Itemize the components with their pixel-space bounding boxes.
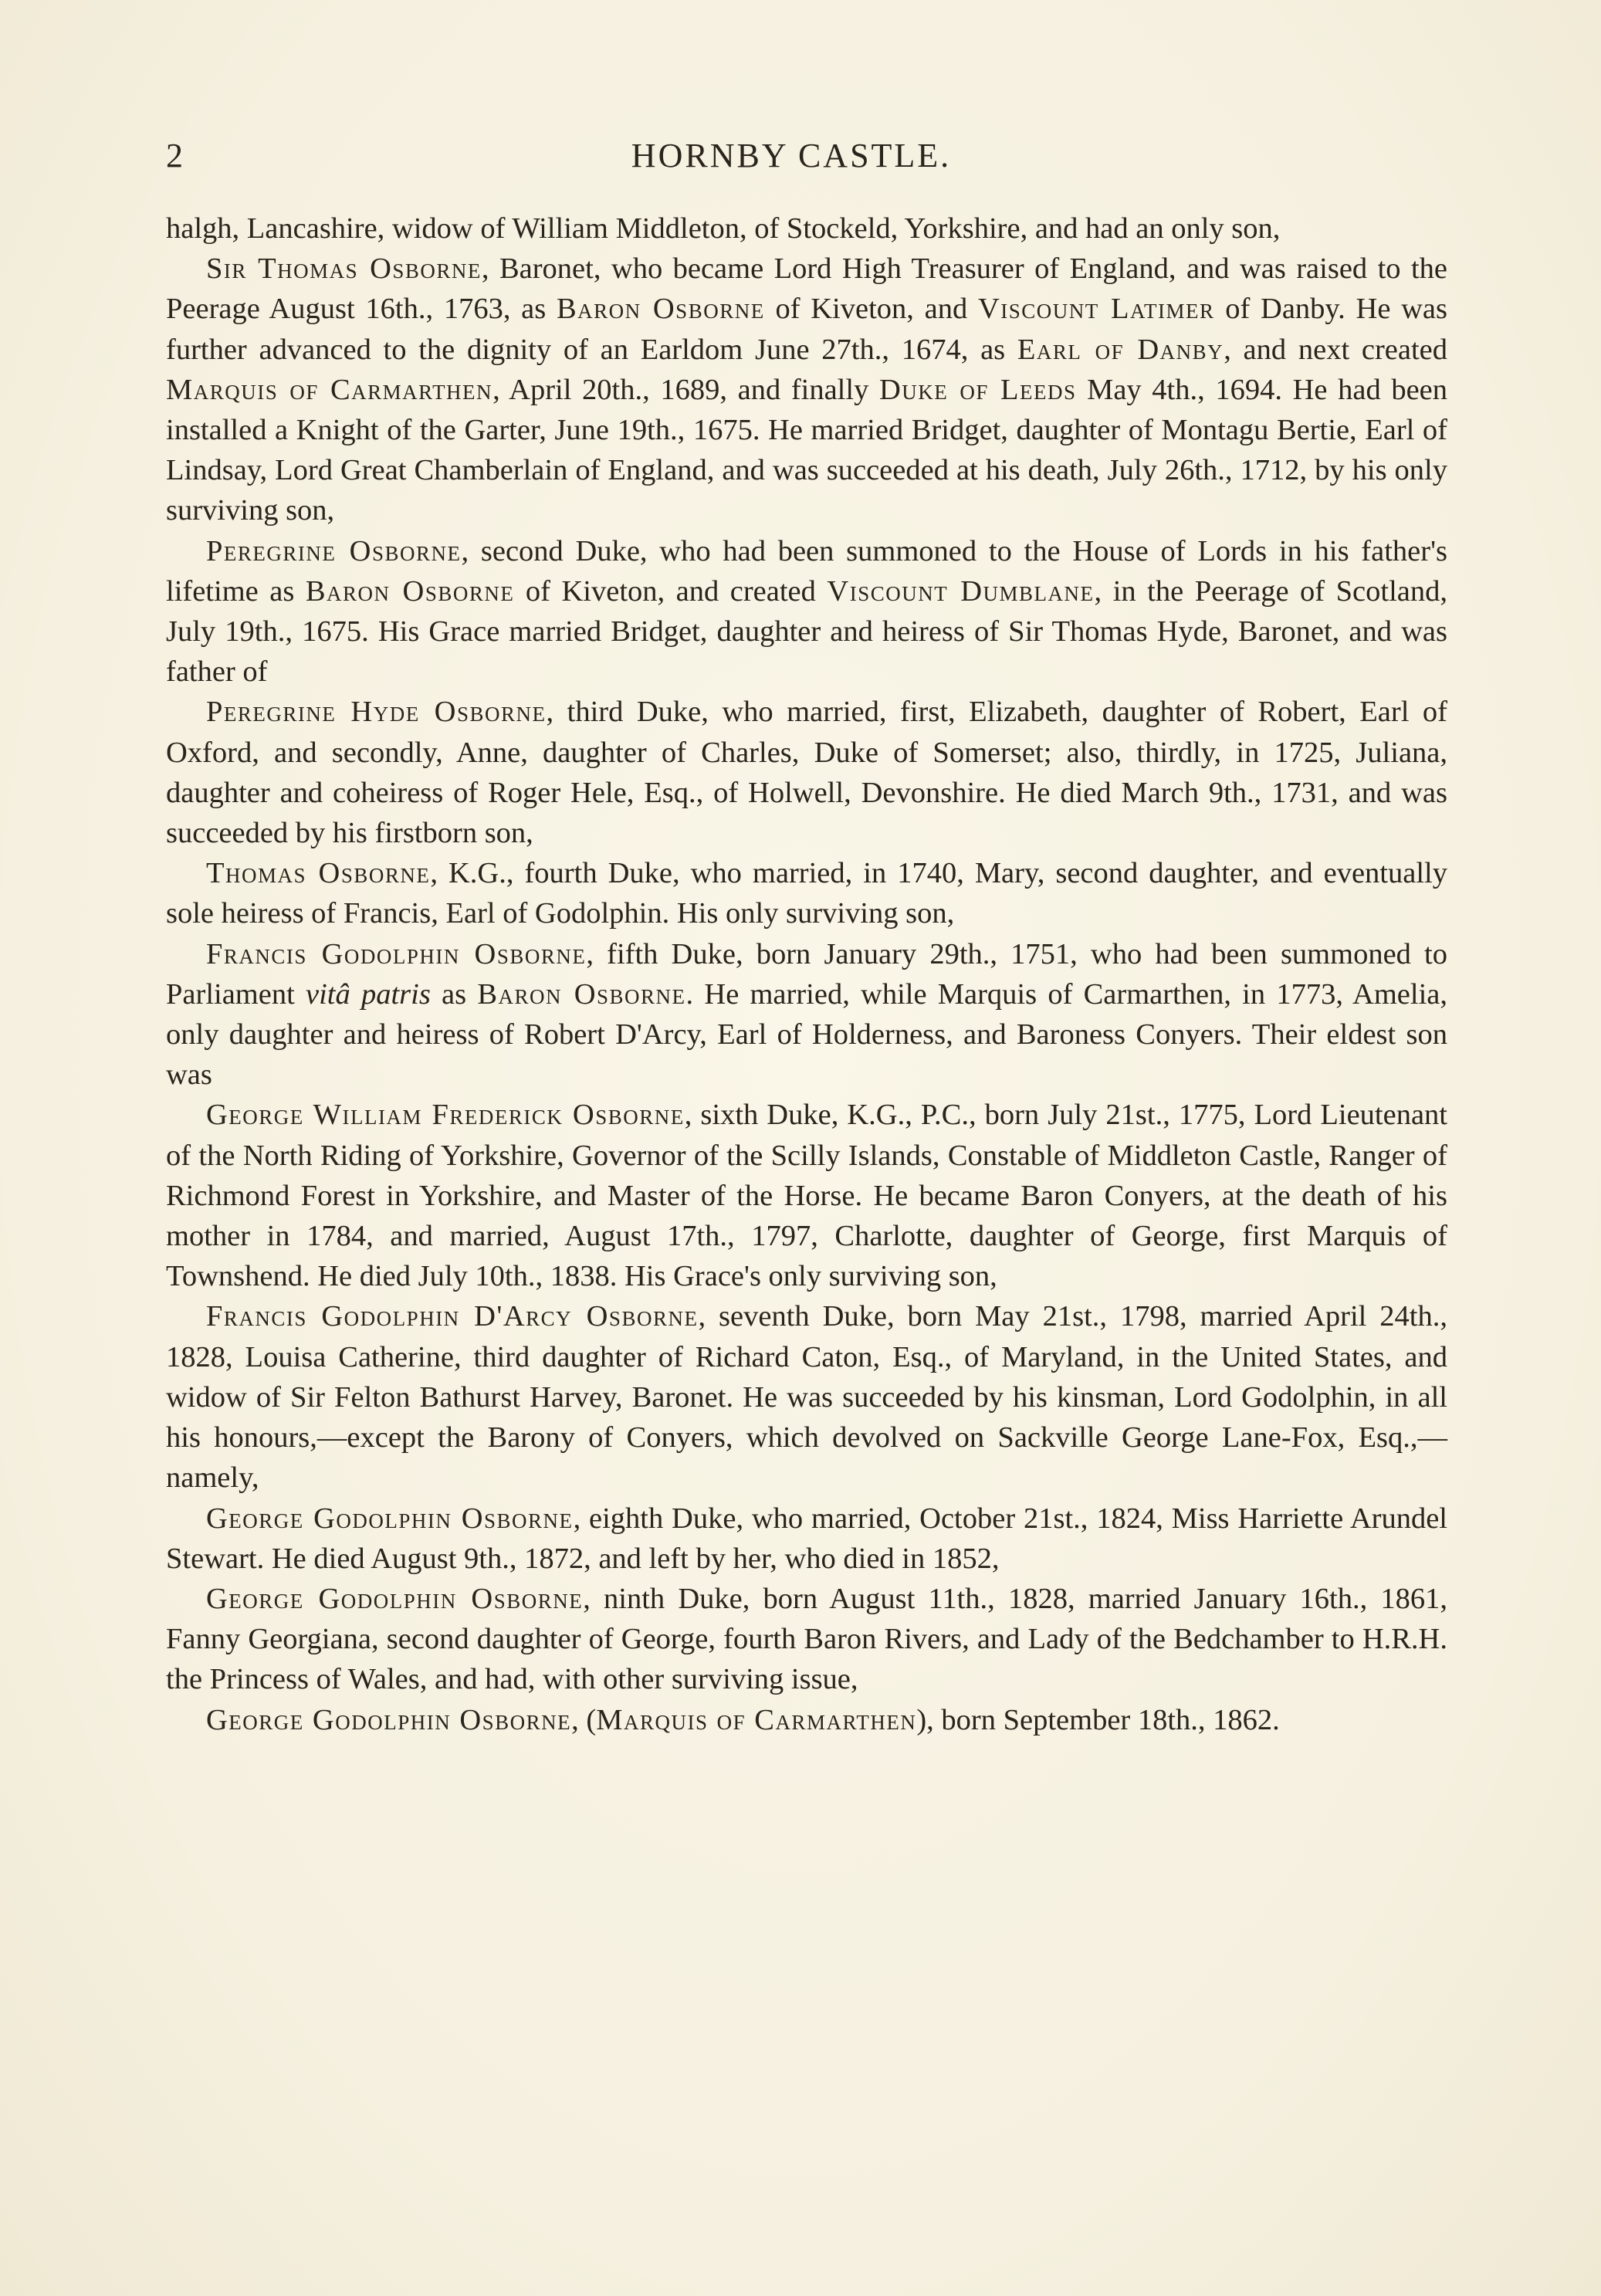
text-run: , ninth Duke, born August 11th., 1828, married January 16th., 1861, Fanny Georgiana, second daughter of George, fourth Baron Rivers, and Lady of the Bedchamber to H.R.H. the Princess of Wales, and had, with other surviving issue, [166,1582,1447,1696]
text-run: , and next created [1224,333,1447,366]
paragraph [166,1095,1447,1296]
name-small-caps: George Godolphin Osborne [206,1502,574,1535]
paragraph [166,934,1447,1096]
name-small-caps: Earl of Danby [1017,333,1224,366]
text-run: , K.G., fourth Duke, who married, in 1740, Mary, second daughter, and eventually sole heiress of Francis, Earl of Godolphin. His only surviving son, [166,857,1447,930]
text-run: , Baronet, who became Lord High Treasurer of England, and was raised to the Peerage August 16th., 1763, as [166,252,1447,326]
text-run: of Kiveton, and [764,293,978,326]
text-run: of Danby. He was further advanced to the dignity of an Earldom June 27th., 1674, as [166,293,1448,366]
name-small-caps: George Godolphin Osborne [206,1582,584,1615]
paragraph [166,208,1447,249]
text-run: , sixth Duke, K.G., P.C., born July 21st., 1775, Lord Lieutenant of the North Riding of Yorkshire, Governor of the Scilly Islands, Constable of Middleton Castle, Ranger of Richmond Forest in Yorkshire, and Master of the Horse. He became Baron Conyers, at the death of his mother in 1784, and married, August 17th., 1797, Charlotte, daughter of George, first Marquis of Townshend. He died July 10th., 1838. His Grace's only surviving son, [166,1099,1448,1293]
name-small-caps: Francis Godolphin D'Arcy Osborne [206,1300,699,1333]
page-number: 2 [166,137,184,174]
text-run: , second Duke, who had been summoned to the House of Lords in his father's lifetime as [166,534,1447,608]
text-run: , April 20th., 1689, and finally [492,373,879,406]
name-small-caps: Marquis of Carmarthen [166,373,493,406]
name-small-caps: Baron Osborne [556,293,765,326]
text-run: ), born September 18th., 1862. [916,1703,1280,1736]
name-small-caps: Baron Osborne [305,574,515,608]
name-small-caps: Peregrine Hyde Osborne [206,696,547,729]
body-text [166,208,1447,1740]
paragraph [166,1498,1447,1579]
paragraph [166,692,1447,853]
text-run: , fifth Duke, born January 29th., 1751, who had been summoned to Parliament [166,937,1447,1011]
paragraph [166,1700,1447,1740]
name-small-caps: Viscount Dumblane [827,574,1095,608]
running-head: HORNBY CASTLE. [631,137,952,174]
paragraph [166,531,1447,693]
page-header [166,136,1447,190]
paragraph [166,853,1447,933]
text-run: , eighth Duke, who married, October 21st., 1824, Miss Harriette Arundel Stewart. He died August 9th., 1872, and left by her, who died in 1852, [166,1502,1448,1575]
name-small-caps: Peregrine Osborne [206,534,462,567]
name-small-caps: Marquis of Carmarthen [596,1703,917,1736]
paragraph [166,249,1447,530]
text-run: halgh, Lancashire, widow of William Middleton, of Stockeld, Yorkshire, and had an only son, [166,212,1281,245]
paragraph [166,1296,1447,1498]
name-small-caps: Baron Osborne [477,977,686,1011]
text-run: of Kiveton, and created [514,574,828,608]
name-small-caps: Francis Godolphin Osborne [206,937,587,970]
text-run: , seventh Duke, born May 21st., 1798, married April 24th., 1828, Louisa Catherine, third daughter of Richard Caton, Esq., of Maryland, in the United States, and widow of Sir Felton Bathurst Harvey, Baronet. He was succeeded by his kinsman, Lord Godolphin, in all his honours,—except the Barony of Conyers, which devolved on Sackville George Lane-Fox, Esq.,—namely, [166,1300,1447,1495]
italic-phrase: vitâ patris [306,977,431,1011]
name-small-caps: Viscount Latimer [977,293,1215,326]
text-run: May 4th., 1694. He had been installed a Knight of the Garter, June 19th., 1675. He married Bridget, daughter of Montagu Bertie, Earl of Lindsay, Lord Great Chamberlain of England, and was succeeded at his death, July 26th., 1712, by his only surviving son, [166,373,1447,527]
name-small-caps: Sir Thomas Osborne [206,252,482,286]
name-small-caps: George Godolphin Osborne [206,1703,572,1736]
name-small-caps: Thomas Osborne [206,857,431,890]
paragraph [166,1579,1447,1700]
text-run: , in the Peerage of Scotland, July 19th., 1675. His Grace married Bridget, daughter and heiress of Sir Thomas Hyde, Baronet, and was father of [166,574,1447,689]
text-run: as [430,977,478,1011]
text-run: . He married, while Marquis of Carmarthen, in 1773, Amelia, only daughter and heiress of Robert D'Arcy, Earl of Holderness, and Baroness Conyers. Their eldest son was [166,977,1447,1092]
name-small-caps: George William Frederick Osborne [206,1099,685,1132]
text-run: , third Duke, who married, first, Elizabeth, daughter of Robert, Earl of Oxford, and secondly, Anne, daughter of Charles, Duke of Somerset; also, thirdly, in 1725, Juliana, daughter and coheiress of Roger Hele, Esq., of Holwell, Devonshire. He died March 9th., 1731, and was succeeded by his firstborn son, [166,696,1447,850]
name-small-caps: Duke of Leeds [878,373,1077,406]
text-run: , ( [571,1703,597,1736]
